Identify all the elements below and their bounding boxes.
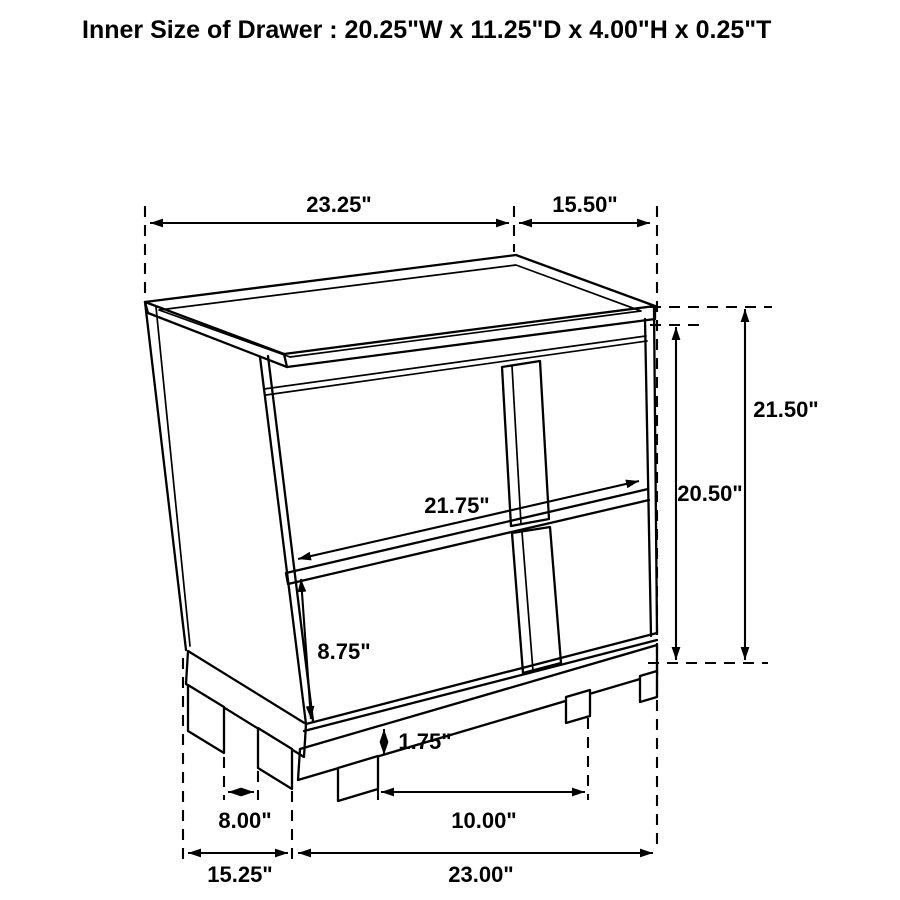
base-leg-front-left	[258, 728, 292, 789]
dim-label-floor-width: 23.00"	[448, 862, 514, 887]
dim-label-top-width: 23.25"	[306, 192, 372, 217]
dimension-annotations	[150, 192, 819, 887]
carcass-front-left-edge	[260, 356, 313, 724]
cabinet-top-front-band	[284, 306, 655, 367]
cabinet-top-outer-edge	[145, 255, 655, 354]
dim-label-lower-drawer-height: 8.75"	[317, 639, 371, 664]
page-title: Inner Size of Drawer : 20.25"W x 11.25"D x 4.00"H x 0.25"T	[82, 16, 772, 44]
side-panel-inner-edge	[156, 307, 190, 646]
drawer-handle-strip-upper-edge	[512, 366, 521, 524]
base-leg-back-left	[188, 685, 224, 753]
dim-label-floor-depth: 15.25"	[207, 862, 273, 887]
dim-label-side-leg-spacing: 8.00"	[218, 808, 272, 833]
base-leg-corner-right	[640, 671, 657, 702]
base-leg-front-mid	[338, 756, 378, 801]
dim-label-base-rail-height: 1.75"	[398, 729, 452, 754]
dim-label-carcass-height: 20.50"	[677, 481, 743, 506]
dim-label-top-depth: 15.50"	[552, 192, 618, 217]
drawer-handle-strip-upper	[502, 361, 549, 526]
cabinet-drawing	[145, 255, 657, 801]
dim-label-front-leg-spacing: 10.00"	[451, 808, 517, 833]
drawer-handle-strip-lower	[512, 527, 561, 673]
side-panel-left-edge	[145, 302, 186, 650]
dim-label-drawer-face-width: 21.75"	[424, 493, 490, 518]
carcass-front-right-edge	[645, 308, 657, 636]
dim-label-overall-height: 21.50"	[753, 397, 819, 422]
base-leg-front-right	[566, 690, 590, 723]
cabinet-top-inner-rim	[159, 265, 641, 357]
drawer-handle-strip-lower-edge	[522, 532, 533, 671]
